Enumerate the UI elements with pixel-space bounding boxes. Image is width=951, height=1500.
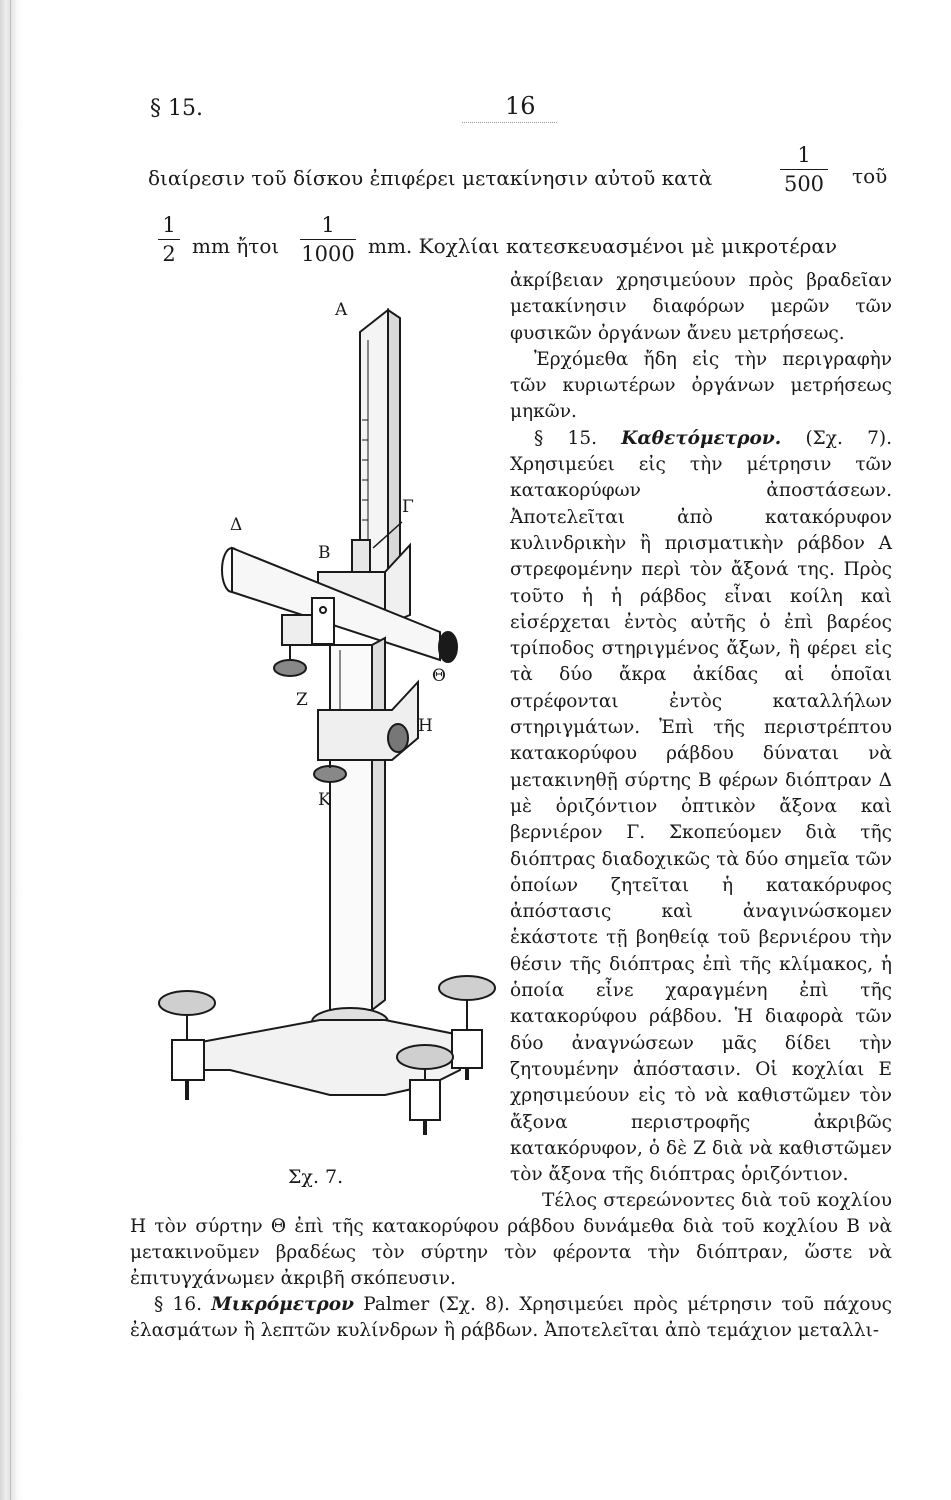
fraction-numerator: 1	[162, 213, 176, 237]
screw-z-head	[274, 660, 306, 676]
clamp-post	[312, 598, 334, 644]
section-title: Καθετόμετρον.	[621, 427, 782, 449]
screw-h	[388, 724, 408, 752]
figure-label-d: Δ	[230, 515, 243, 535]
section-number: § 16.	[154, 1294, 202, 1315]
leveling-screw-right	[439, 976, 495, 1000]
fraction-numerator: 1	[797, 143, 811, 167]
figure-caption: Σχ. 7.	[288, 1166, 344, 1188]
bottom-text	[130, 1188, 892, 1344]
section-body: (Σχ. 7). Χρησιμεύει εἰς τὴν μέτρησιν τῶν κατακορύφων ἀποστάσεων. Ἀποτελεῖται ἀπὸ κατακόρυφον κυλινδρικὴν ἢ πρισματικὴν ράβδον Α στρεφομένην περὶ τὸν ἄξονά της. Πρὸς τοῦτο ἡ ἡ ράβδος εἶναι κοίλη καὶ εἰσέρχεται ἐντὸς αὐτῆς ὁ ἐπὶ βαρέος τρίποδος στηριγμένος ἄξων, ἢ φέρει εἰς τὰ δύο ἄκρα ἀκίδας αἱ ὁποῖαι στρέφονται ἐντὸς καταλλήλων στηριγμάτων. Ἐπὶ τῆς περιστρέπτου κατακορύφου ράβδου δύναται νὰ μετακινηθῇ σύρτης Β φέρων διόπτραν Δ μὲ ὁριζόντιον ὀπτικὸν ἄξονα καὶ βερνιέρον Γ. Σκοπεύομεν διὰ τῆς διόπτρας διαδοχικῶς τὰ δύο σημεῖα τῶν ὁποίων ζητεῖται ἡ κατακόρυφος ἀπόστασις καὶ ἀναγινώσκομεν ἑκάστοτε τῇ βοηθείᾳ τοῦ βερνιέρου τὴν θέσιν τῆς διόπτρας ἐπὶ τῆς κλίμακος, ἡ ὁποία εἶνε χαραγμένη ἐπὶ τῆς κατακορύφου ράβδου. Ἡ διαφορὰ τῶν δύο ἀναγνώσεων μᾶς δίδει τὴν ζητουμένην ἀπόστασιν. Οἱ κοχλίαι Ε χρησιμεύουν εἰς τὸ νὰ καθιστῶμεν τὸν ἄξονα περιστροφῆς ἀκριβῶς κατακόρυφον, ὁ δὲ Ζ διὰ νὰ καθιστῶμεν τὸν ἄξονα τῆς διόπτρας ὁριζόντιον.	[510, 427, 893, 1186]
paragraph-accuracy: ἀκρίβειαν χρησιμεύουν πρὸς βραδεῖαν μετακίνησιν διαφόρων μερῶν τῶν φυσικῶν ὀργάνων ἄνευ μετρήσεως.	[510, 270, 892, 344]
fraction-denominator: 2	[162, 242, 176, 266]
paragraph-micrometer	[130, 1292, 892, 1344]
section-body: Palmer (Σχ. 8). Χρησιμεύει πρὸς μέτρησιν τοῦ πάχους ἐλασμάτων ἢ λεπτῶν κυλίνδρων ἢ ράβδων. Ἀποτελεῖται ἀπὸ τεμάχιον μεταλλι-	[130, 1294, 892, 1341]
intro-line-1: διαίρεσιν τοῦ δίσκου ἐπιφέρει μετακίνησιν αὐτοῦ κατὰ	[148, 166, 713, 190]
paragraph-intro-instruments: Ἐρχόμεθα ἤδη εἰς τὴν περιγραφὴν τῶν κυριωτέρων ὀργάνων μετρήσεως μηκῶν.	[510, 348, 892, 423]
fraction-denominator: 500	[783, 172, 825, 196]
telescope-objective	[439, 632, 457, 662]
lower-column-front	[330, 645, 372, 1010]
running-section-mark: § 15.	[150, 96, 203, 121]
leveling-screw-front	[397, 1045, 453, 1069]
figure-label-h: Η	[418, 716, 433, 736]
lower-column-side	[372, 638, 385, 1010]
figure-label-th: Θ	[432, 666, 446, 686]
page-number: 16	[505, 92, 536, 120]
screw-k-head	[314, 766, 346, 782]
intro-line-2a: mm ἤτοι	[192, 234, 280, 258]
figure-label-b: Β	[318, 543, 331, 563]
section-title: Μικρόμετρον	[211, 1294, 354, 1315]
figure-label-g: Γ	[402, 497, 414, 517]
paragraph-final-adjustment: Τέλος στερεώνοντες διὰ τοῦ κοχλίου Η τὸν σύρτην Θ ἐπὶ τῆς κατακορύφου ράβδου δυνάμεθα διὰ τοῦ κοχλίου Β νὰ μετακινοῦμεν βραδέως τὸν σύρτην τὸν φέροντα τὴν διόπτραν, ὥστε νὰ ἐπιτυγχάνωμεν ἀκριβῆ σκόπευσιν.	[130, 1190, 892, 1289]
figure-label-z: Ζ	[296, 690, 308, 710]
fraction-numerator: 1	[321, 213, 335, 237]
figure-label-k: Κ	[318, 790, 331, 810]
leveling-screw-left	[159, 991, 215, 1015]
intro-line-2b: mm. Κοχλίαι κατεσκευασμένοι μὲ μικροτέραν	[368, 234, 838, 258]
figure-label-a: Α	[335, 300, 348, 320]
intro-line-1-end: τοῦ	[852, 164, 888, 188]
fraction-denominator: 1000	[301, 242, 355, 266]
section-number: § 15.	[534, 427, 597, 449]
